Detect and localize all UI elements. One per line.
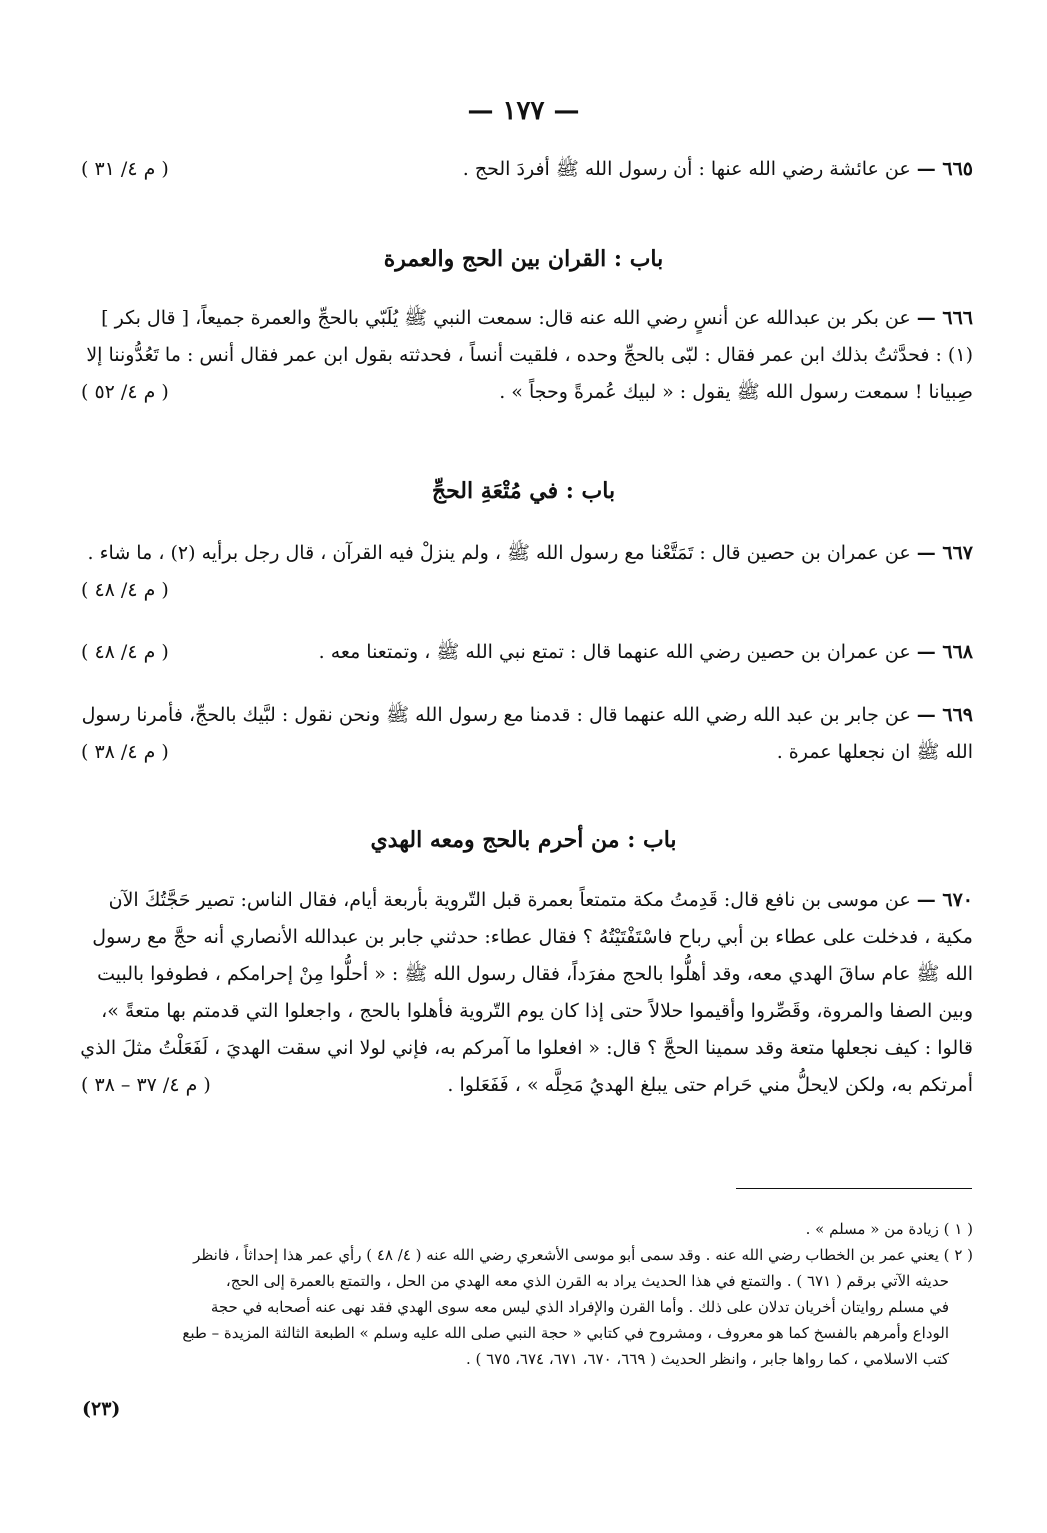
hadith-reference: ( م ٤/ ٤٨ ) [81,641,169,663]
hadith-number: ٦٦٦ — [916,307,973,329]
hadith-reference: ( م ٤/ ٣٨ ) [81,741,169,763]
footnotes [70,1216,973,1372]
hadith-number: ٦٧٠ — [916,889,973,911]
hadith-text: عن عمران بن حصين رضي الله عنهما قال : تمتع نبي الله ﷺ ، وتمتعنا معه . [318,641,911,663]
hadith-text: عن بكر بن عبدالله عن أنسٍ رضي الله عنه قال: سمعت النبي ﷺ يُلَبّي بالحجِّ والعمرة جميعاً، [ قال بكر ] (١) : فحدَّثتُ بذلك ابن عمر فقال : لبّى بالحجِّ وحده ، فلقيت أنساً ، فحدثته بقول ابن عمر فقال أنس : ما تَعُدُّوننا إلا صِبيانا ! سمعت رسول الله ﷺ يقول : « لبيك عُمرةً وحجاً » . [86,307,973,403]
footnote-2-line: كتب الاسلامي ، كما رواها جابر ، وانظر الحديث ( ٦٦٩، ٦٧٠، ٦٧١، ٦٧٤، ٦٧٥ ) . [465,1350,949,1368]
section-heading-mutah: باب : في مُتْعَةِ الحجِّ [431,478,616,504]
sheet-number: (٢٣) [82,1398,121,1420]
footnote-2-line: حديثه الآتي برقم ( ٦٧١ ) . والتمتع في هذا الحديث يراد به القرن الذي معه الهدي من الحل ، والتمتع بالعمرة إلى الحج، [225,1272,949,1290]
page-number: — ١٧٧ — [467,96,580,126]
footnote-1: ( ١ ) زيادة من « مسلم » . [805,1220,973,1238]
hadith-text: عن جابر بن عبد الله رضي الله عنهما قال : قدمنا مع رسول الله ﷺ ونحن نقول : لبَّيك بالحجِّ، فأمرنا رسول الله ﷺ ان نجعلها عمرة . [81,704,973,763]
footnote-2-line: الوداع وأمرهم بالفسخ كما هو معروف ، ومشروح في كتابي « حجة النبي صلى الله عليه وسلم » الطبعة الثالثة المزيدة – طبع [182,1324,949,1342]
hadith-reference: ( م ٤/ ٣٧ – ٣٨ ) [81,1074,211,1096]
hadith-reference: ( م ٤/ ٤٨ ) [81,579,169,601]
hadith-number: ٦٦٥ — [916,158,973,180]
footnote-separator [736,1188,972,1189]
hadith-text: عن عائشة رضي الله عنها : أن رسول الله ﷺ أفردَ الحج . [462,158,911,180]
hadith-668 [75,634,973,671]
footnote-2-line: ( ٢ ) يعني عمر بن الخطاب رضي الله عنه . وقد سمى أبو موسى الأشعري رضي الله عنه ( ٤/ ٤٨ ) رأي عمر هذا إحداثاً ، فانظر [193,1246,973,1264]
section-heading-qiran: باب : القران بين الحج والعمرة [383,246,664,272]
hadith-670 [75,882,973,1104]
section-heading-ihram: باب : من أحرم بالحج ومعه الهدي [370,827,677,853]
hadith-669 [75,697,973,771]
hadith-667 [75,535,973,609]
hadith-number: ٦٦٩ — [916,704,973,726]
hadith-reference: ( م ٤/ ٥٢ ) [81,381,169,403]
hadith-reference: ( م ٤/ ٣١ ) [81,158,169,180]
hadith-text: عن عمران بن حصين قال : تَمَتَّعْنا مع رسول الله ﷺ ، ولم ينزلْ فيه القرآن ، قال رجل برأيه (٢) ، ما شاء . [87,542,911,564]
hadith-666 [75,300,973,411]
hadith-665 [75,151,973,188]
footnote-2-line: في مسلم روايتان أخريان تدلان على ذلك . وأما القرن والإفراد الذي ليس معه سوى الهدي فقد نهى عنه أصحابه في حجة [210,1298,949,1316]
hadith-number: ٦٦٨ — [916,641,973,663]
hadith-text: عن موسى بن نافع قال: قَدِمتُ مكة متمتعاً بعمرة قبل التّروية بأربعة أيام، فقال الناس: تصير حَجَّتُكَ الآن مكية ، فدخلت على عطاء بن أبي رباح فاسْتَفْتَيْتُهُ ؟ فقال عطاء: حدثني جابر بن عبدالله الأنصاري أنه حجَّ مع رسول الله ﷺ عام ساقَ الهدي معه، وقد أهلُّوا بالحج مفرَداً، فقال رسول الله ﷺ : « أحلُّوا مِنْ إحرامكم ، فطوفوا بالبيت وبين الصفا والمروة، وقَصِّروا وأقيموا حلالاً حتى إذا كان يوم التّروية فأهلوا بالحج ، واجعلوا التي قدمتم بها متعةً »، قالوا : كيف نجعلها متعة وقد سمينا الحجَّ ؟ قال: « افعلوا ما آمركم به، فإني لولا اني سقت الهديَ ، لَفَعَلْتُ مثلَ الذي أمرتكم به، ولكن لايحلُّ مني حَرام حتى يبلغ الهديُ مَحِلَّه » ، فَفَعَلوا . [80,889,973,1096]
hadith-number: ٦٦٧ — [916,542,973,564]
